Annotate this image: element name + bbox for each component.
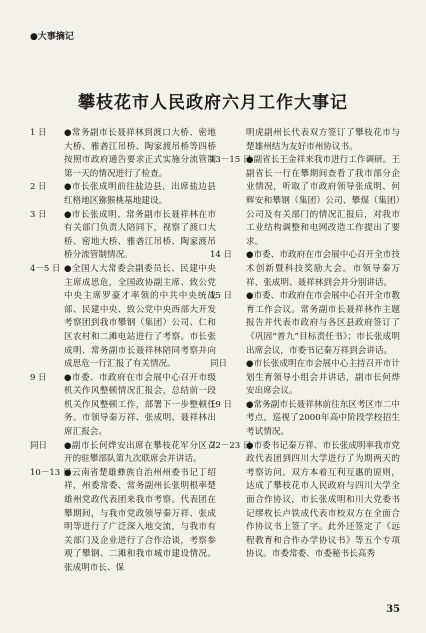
entry-date: 3 日 <box>30 209 47 220</box>
entry-text: 明虎副州长代表双方签订了攀枝花市与楚雄州结为友好市州协议书。 <box>246 128 400 152</box>
list-item <box>30 467 216 576</box>
entry-date: 同日 <box>210 359 228 370</box>
entry-date: 9 日 <box>30 372 47 383</box>
list-item <box>30 372 216 440</box>
list-item <box>30 181 216 208</box>
entry-date: 2 日 <box>30 182 47 193</box>
entry-text: ●市长张成明、常务副市长聂祥林在市有关部门负责人陪同下，视察了渡口大桥、密地大桥、雅砻江吊桥、陶家渡吊桥分流管制情况。 <box>64 209 216 261</box>
entry-text: ●副省长王金祥来我市进行工作调研。王副省长一行在攀期间查看了我市部分企业情况，听取了市政府领导张成明、何辉安和攀钢（集团）公司、攀煤（集团）公司及有关部门的情况汇报后，对我市工业结构调整和电网改造工作提出了要求。 <box>246 155 400 247</box>
list-item <box>30 209 216 263</box>
entry-date: 1 日 <box>30 128 47 138</box>
list-item <box>210 358 400 399</box>
section-label: ●大事摘记 <box>30 32 74 42</box>
entry-date: 14 日 <box>210 250 233 261</box>
entry-text: ●全国人大常委会副委员长、民建中央主席成思危，全国政协副主席、致公党中央主席罗豪才率领的中共中央统战部、民建中央、致公党中央西部大开发考察团到我市攀钢（集团）公司、仁和区农村和二滩电站进行了考察。市长张成明、常务副市长聂祥林陪同考察并向成思危一行汇报了有关情况。 <box>64 263 216 370</box>
entry-date: 同日 <box>30 440 48 451</box>
page-title: 攀枝花市人民政府六月工作大事记 <box>78 93 348 113</box>
list-item <box>210 440 400 562</box>
list-item <box>30 263 216 372</box>
entry-text: ●常务副市长聂祥林到渡口大桥、密地大桥、雅砻江吊桥、陶家渡吊桥等四桥按照市政府通告要求正式实施分流管制第一天的情况进行了检查。 <box>64 128 216 179</box>
page-number: 35 <box>386 604 400 615</box>
list-item <box>210 290 400 358</box>
list-item <box>210 127 400 154</box>
entry-text: ●市长张成明在市会展中心主持召开市计划生育领导小组会并讲话，副市长何烨安出席会议。 <box>246 359 400 397</box>
entry-text: ●市长张成明前往盐边县，出席盐边县红格地区猕猴桃基地建设。 <box>64 182 216 206</box>
entry-text: ●市委、市政府在市会展中心召开市级机关作风整顿情况汇报会，总结前一段机关作风整顿工作，部署下一步整顿任务。市领导秦万祥、张成明、聂祥林出席汇报会。 <box>64 372 216 438</box>
list-item <box>210 249 400 290</box>
list-item <box>210 399 400 440</box>
entry-date: 19 日 <box>210 399 233 410</box>
entry-date: 13－15 日 <box>210 155 252 166</box>
list-item <box>30 440 216 467</box>
entry-text: ●市委、市政府在市会展中心召开全市技术创新暨科技奖励大会。市领导秦万祥、张成明、聂祥林到会并分别讲话。 <box>246 250 400 288</box>
entry-text: ●市委书记秦万祥、市长张成明率我市党政代表团到四川大学进行了为期两天的考察访问。双方本着互利互惠的原则，达成了攀枝花市人民政府与四川大学全面合作协议，市长张成明和川大党委书记缪枚长卢铁成代表市校双方在全面合作协议书上签了字。此外还签定了《远程教育和合作办学协议书》等五个专项协议。市委常委、市委秘书长高秀 <box>246 440 400 560</box>
left-column <box>30 127 216 576</box>
entry-date: 15 日 <box>210 291 233 302</box>
entry-text: ●副市长何烨安出席在攀枝花军分区召开的驻攀部队第九次联席会并讲话。 <box>64 440 216 465</box>
entry-text: ●云南省楚雄彝族自治州州委书记丁绍祥，州委常委、常务副州长张明根率楚雄州党政代表团来我市考察。代表团在攀期间，与我市党政领导秦万祥、张成明等进行了广泛深入地交流，与我市有关部门及企业进行了合作洽谈，考察参观了攀钢、二滩和我市城市建设情况。张成明市长、保 <box>64 467 216 573</box>
entry-date: 4－5 日 <box>30 263 61 274</box>
entry-date: 10－13 日 <box>30 467 72 478</box>
entry-date: 22－23 日 <box>210 440 252 451</box>
list-item <box>30 127 216 181</box>
right-column <box>210 127 400 562</box>
entry-text: ●常务副市长聂祥林前往东区考区市二中考点，巡视了2000年高中阶段学校招生考试情况。 <box>246 399 400 438</box>
entry-text: ●市委、市政府在市会展中心召开全市教育工作会议。常务副市长聂祥林作主题报告并代表市政府与各区县政府签订了《巩固“普九”目标责任书》；市长张成明出席会议，市委书记秦万祥到会讲话。 <box>246 291 400 356</box>
entry-date <box>210 127 246 154</box>
list-item <box>210 154 400 249</box>
